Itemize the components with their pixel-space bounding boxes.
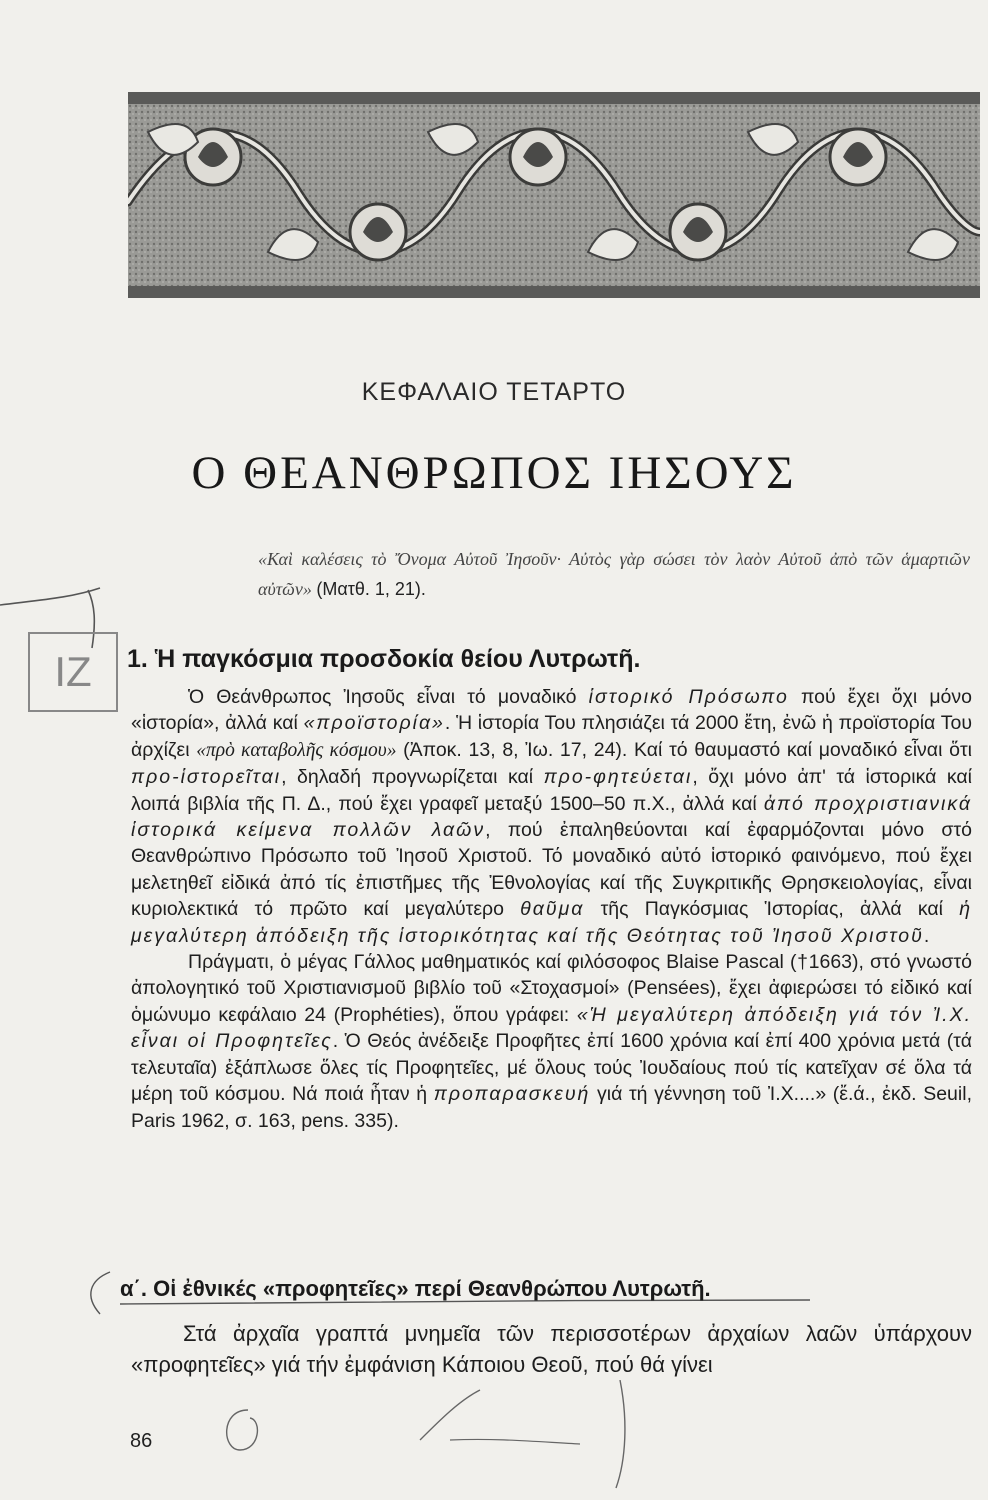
paragraph-1 xyxy=(131,684,972,949)
section-side-marker: ΙΖ xyxy=(28,632,118,712)
text-run: . xyxy=(923,924,930,947)
emphasis: προπαρασκευή xyxy=(433,1083,591,1106)
chapter-label: ΚΕΦΑΛΑΙΟ ΤΕΤΑΡΤΟ xyxy=(361,378,627,406)
text-run: (Ἀποκ. 13, 8, Ἰω. 17, 24). Καί τό θαυμαστό καί μοναδικό εἶναι ὅτι xyxy=(396,738,972,761)
emphasis: ἱστορικό Πρόσωπο xyxy=(588,686,789,708)
emphasis: «Ἡ μεγαλύτερη ἀπόδειξη γιά τόν Ἰ.Χ. εἶναι οἱ Προφητεῖες xyxy=(131,1003,972,1053)
text-run: . Ἡ ἱστορία Του πλησιάζει τά 2000 ἔτη, ἐνῶ ἡ προϊστορία Του ἀρχίζει xyxy=(131,712,972,761)
section-heading: 1. Ἡ παγκόσμια προσδοκία θείου Λυτρωτῆ. xyxy=(127,645,641,673)
epigraph-text: «Καὶ καλέσεις τὸ Ὄνομα Αὐτοῦ Ἰησοῦν· Αὐτὸς γὰρ σώσει τὸν λαὸν Αὐτοῦ ἀπὸ τῶν ἁμαρτιῶν αὐτῶν» xyxy=(258,549,970,599)
emphasis: «προϊστορία» xyxy=(303,712,445,735)
paragraph-2 xyxy=(131,949,972,1134)
ornament-vine-pattern xyxy=(128,92,980,298)
decorative-ornament-band xyxy=(128,92,980,298)
text-run: , πού ἐπαληθεύονται καί ἐφαρμόζονται μόνο στό Θεανθρώπινο Πρόσωπο τοῦ Ἰησοῦ Χριστοῦ. Τό μοναδικό αὐτό ἱστορικό φαινόμενο, πού ἔχει μελετηθεῖ εἰδικά ἀπό τίς ἐπιστῆμες τῆς Ἐθνολογίας καί τῆς Συγκριτικῆς Θρησκειολογίας, εἶναι κυριολεκτικά τό πρῶτο καί μεγαλύτερο xyxy=(131,819,973,921)
subsection-heading: α΄. Οἱ ἐθνικές «προφητεῖες» περί Θεανθρώπου Λυτρωτῆ. xyxy=(120,1276,711,1301)
emphasis: προ-ἱστορεῖται xyxy=(131,766,282,789)
text-run: Πράγματι, ὁ μέγας Γάλλος μαθηματικός καί φιλόσοφος Blaise Pascal (†1663), στό γνωστό ἀπολογητικό τοῦ Χριστιανισμοῦ βιβλίο τοῦ «Στοχασμοί» (Pensées), ἔχει ἀφιερώσει τό εἰδικό καί ὁμώνυμο κεφάλαιο 24 (Prophéties), ὅπου γράφει: xyxy=(131,951,972,1026)
text-run: γιά τή γέννηση τοῦ Ἰ.Χ....» (ἔ.ά., ἐκδ. Seuil, Paris 1962, σ. 163, pens. 335). xyxy=(131,1083,972,1132)
emphasis: ἡ μεγαλύτερη ἀπόδειξη τῆς ἱστορικότητας καί τῆς Θεότητας τοῦ Ἰησοῦ Χριστοῦ xyxy=(131,898,973,947)
emphasis: προ-φητεύεται xyxy=(543,766,693,789)
quotation: «πρὸ καταβολῆς κόσμου» xyxy=(196,739,397,761)
epigraph xyxy=(258,544,970,604)
page-number: 86 xyxy=(130,1430,153,1452)
handwritten-scribbles xyxy=(200,1380,700,1490)
emphasis: ἀπό προχριστιανικά ἱστορικά κείμενα πολλῶν λαῶν xyxy=(131,792,972,842)
section-body xyxy=(131,684,972,1134)
text-run: τῆς Παγκόσμιας Ἱστορίας, ἀλλά καί xyxy=(584,898,960,921)
text-run: , ὄχι μόνο ἀπ' τά ἱστορικά καί λοιπά βιβλία τῆς Π. Δ., πού ἔχει γραφεῖ μεταξύ 1500–50 π.Χ., ἀλλά καί xyxy=(131,766,972,815)
text-run: πού ἔχει ὄχι μόνο «ἱστορία», ἀλλά καί xyxy=(131,686,972,735)
text-run: . Ὁ Θεός ἀνέδειξε Προφῆτες ἐπί 1600 χρόνια καί ἐπί 400 χρόνια μετά (τά τελευταῖα) ἐξάπλωσε ὅλες τίς Προφητεῖες, μέ ὅλους τούς Ἰουδαίους πού τίς κατεῖχαν σέ ὅλα τά μέρη τοῦ κόσμου. Νά ποιά ἦταν ἡ xyxy=(131,1030,972,1106)
subsection-body xyxy=(131,1318,972,1380)
paragraph-3: Στά ἀρχαῖα γραπτά μνημεῖα τῶν περισσοτέρων ἀρχαίων λαῶν ὑπάρχουν «προφητεῖες» γιά τήν ἐμφάνιση Κάποιου Θεοῦ, πού θά γίνει xyxy=(131,1321,972,1377)
epigraph-reference: (Ματθ. 1, 21). xyxy=(316,579,426,599)
chapter-title: Ο ΘΕΑΝΘΡΩΠΟΣ ΙΗΣΟΥΣ xyxy=(191,447,797,499)
text-run: , δηλαδή προγνωρίζεται καί xyxy=(281,766,544,789)
emphasis: θαῦμα xyxy=(520,898,585,921)
text-run: Ὁ Θεάνθρωπος Ἰησοῦς εἶναι τό μοναδικό xyxy=(188,686,589,708)
